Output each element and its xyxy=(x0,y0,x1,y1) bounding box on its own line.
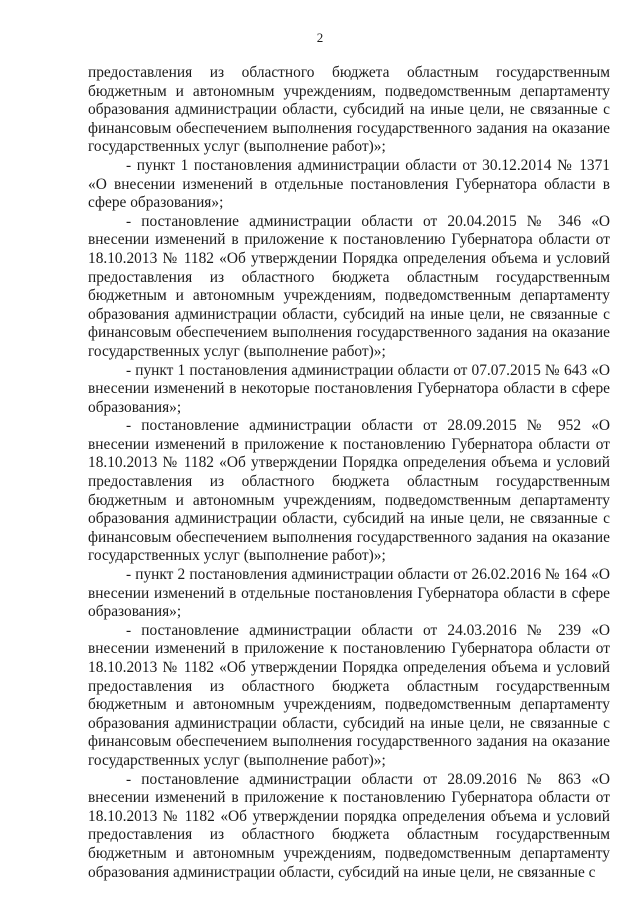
paragraph-continuation: предоставления из областного бюджета областным государственным бюджетным и автономным учреждениям, подведомственным департаменту образования администрации области, субсидий на иные цели, не связанные с финансовым обеспечением выполнения государственного задания на оказание государственных услуг (выполнение работ)»; xyxy=(88,64,610,156)
page-number: 2 xyxy=(316,30,324,45)
paragraph-item: - пункт 1 постановления администрации области от 30.12.2014 № 1371 «О внесении изменений в отдельные постановления Губернатора области в сфере образования»; xyxy=(88,156,610,212)
paragraph-item: - пункт 2 постановления администрации области от 26.02.2016 № 164 «О внесении изменений в отдельные постановления Губернатора области в сфере образования»; xyxy=(88,566,610,621)
paragraph-item: - постановление администрации области от 20.04.2015 № 346 «О внесении изменений в приложение к постановлению Губернатора области от 18.10.2013 № 1182 «Об утверждении Порядка определения объема и условий предоставления из областного бюджета областным государственным бюджетным и автономным учреждениям, подведомственным департаменту образования администрации области, субсидий на иные цели, не связанные с финансовым обеспечением выполнения государственного задания на оказание государственных услуг (выполнение работ)»; xyxy=(88,212,610,360)
paragraph-item: - постановление администрации области от 28.09.2015 № 952 «О внесении изменений в приложение к постановлению Губернатора области от 18.10.2013 № 1182 «Об утверждении Порядка определения объема и условий предоставления из областного бюджета областным государственным бюджетным и автономным учреждениям, подведомственным департаменту образования администрации области, субсидий на иные цели, не связанные с финансовым обеспечением выполнения государственного задания на оказание государственных услуг (выполнение работ)»; xyxy=(88,417,610,565)
paragraph-item: - постановление администрации области от 24.03.2016 № 239 «О внесении изменений в приложение к постановлению Губернатора области от 18.10.2013 № 1182 «Об утверждении Порядка определения объема и условий предоставления из областного бюджета областным государственным бюджетным и автономным учреждениям, подведомственным департаменту образования администрации области, субсидий на иные цели, не связанные с финансовым обеспечением выполнения государственного задания на оказание государственных услуг (выполнение работ)»; xyxy=(88,621,610,769)
paragraph-item: - постановление администрации области от 28.09.2016 № 863 «О внесении изменений в приложение к постановлению Губернатора области от 18.10.2013 № 1182 «Об утверждении порядка определения объема и условий предоставления из областного бюджета областным государственным бюджетным и автономным учреждениям, подведомственным департаменту образования администрации области, субсидий на иные цели, не связанные с xyxy=(88,770,610,881)
document-body xyxy=(88,64,610,882)
paragraph-item: - пункт 1 постановления администрации области от 07.07.2015 № 643 «О внесении изменений в некоторые постановления Губернатора области в сфере образования»; xyxy=(88,361,610,416)
